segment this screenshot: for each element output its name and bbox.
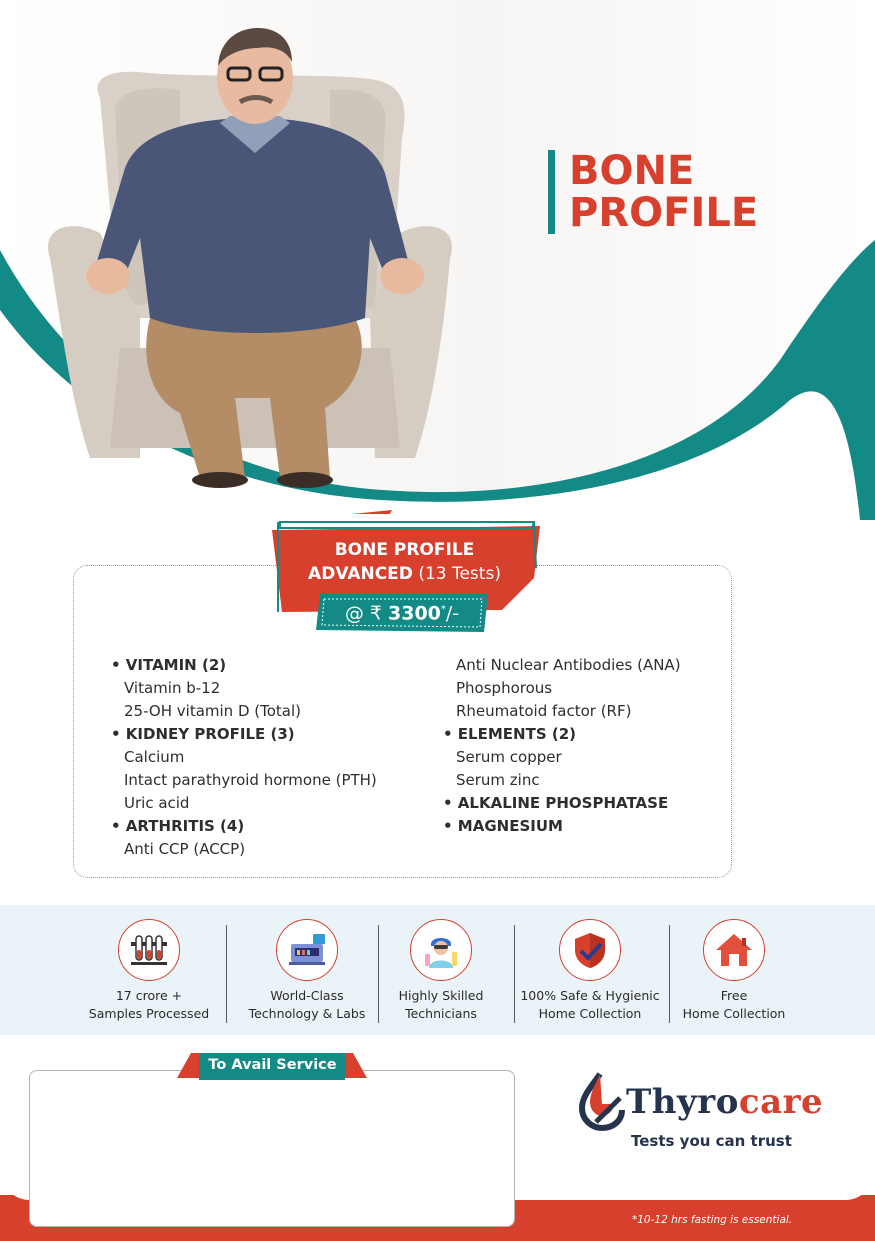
test-group-heading: • KIDNEY PROFILE (3) xyxy=(111,725,295,743)
feature-line2: Technology & Labs xyxy=(248,1006,366,1021)
feature-labs xyxy=(244,905,370,1023)
test-group-heading: • ELEMENTS (2) xyxy=(443,725,576,743)
price-asterisk: * xyxy=(440,604,446,615)
brand-tagline: Tests you can trust xyxy=(631,1132,792,1150)
home-icon xyxy=(703,919,765,981)
hero-title-line1: BONE xyxy=(569,148,695,194)
package-test-count: (13 Tests) xyxy=(418,564,501,584)
feature-divider xyxy=(669,925,670,1023)
feature-samples xyxy=(84,905,214,1023)
feature-line1: Highly Skilled xyxy=(398,988,484,1003)
test-item: Phosphorous xyxy=(456,679,553,697)
test-item: Anti Nuclear Antibodies (ANA) xyxy=(456,656,681,674)
hero-title xyxy=(548,150,758,234)
features-strip xyxy=(0,905,875,1045)
feature-line2: Home Collection xyxy=(682,1006,786,1021)
feature-safe-collection xyxy=(518,905,662,1023)
test-item: Intact parathyroid hormone (PTH) xyxy=(124,771,377,789)
shield-check-icon xyxy=(559,919,621,981)
feature-divider xyxy=(226,925,227,1023)
lab-machine-icon xyxy=(276,919,338,981)
feature-divider xyxy=(514,925,515,1023)
price-suffix: /- xyxy=(445,602,460,625)
feature-technicians xyxy=(390,905,492,1023)
test-group-heading: • ALKALINE PHOSPHATASE xyxy=(443,794,669,812)
feature-line1: 100% Safe & Hygienic xyxy=(520,988,660,1003)
test-item: Rheumatoid factor (RF) xyxy=(456,702,632,720)
package-name-line1: BONE PROFILE xyxy=(334,540,475,560)
avail-service-box xyxy=(29,1070,515,1227)
test-item: Serum zinc xyxy=(456,771,540,789)
test-group-heading: • ARTHRITIS (4) xyxy=(111,817,245,835)
price-value: 3300 xyxy=(388,602,441,625)
package-name xyxy=(262,538,547,586)
man-in-armchair-illustration xyxy=(30,18,470,488)
tests-column-right xyxy=(443,654,681,838)
test-item: Uric acid xyxy=(124,794,190,812)
test-item: Calcium xyxy=(124,748,185,766)
package-name-line2: ADVANCED xyxy=(308,564,413,584)
brand-name-part1: Thyro xyxy=(626,1082,739,1122)
test-item: Anti CCP (ACCP) xyxy=(124,840,246,858)
feature-line1: World-Class xyxy=(270,988,344,1003)
fasting-footnote: *10-12 hrs fasting is essential. xyxy=(632,1214,793,1226)
test-tubes-icon xyxy=(118,919,180,981)
feature-line1: 17 crore + xyxy=(115,988,183,1003)
test-item: Serum copper xyxy=(456,748,562,766)
brand-name xyxy=(626,1080,823,1124)
feature-line1: Free xyxy=(720,988,748,1003)
brand-name-part2: care xyxy=(738,1082,824,1122)
price-prefix: @ ₹ xyxy=(344,602,382,625)
feature-divider xyxy=(378,925,379,1023)
feature-line2: Technicians xyxy=(405,1006,477,1021)
test-group-heading: • VITAMIN (2) xyxy=(111,656,227,674)
test-item: 25-OH vitamin D (Total) xyxy=(124,702,301,720)
tests-column-left xyxy=(111,654,377,861)
feature-line2: Samples Processed xyxy=(88,1006,210,1021)
technician-icon xyxy=(410,919,472,981)
feature-line2: Home Collection xyxy=(538,1006,642,1021)
hero-title-line2: PROFILE xyxy=(569,190,759,236)
test-group-heading: • MAGNESIUM xyxy=(443,817,563,835)
package-price xyxy=(318,596,486,627)
feature-free-collection xyxy=(676,905,792,1023)
test-item: Vitamin b-12 xyxy=(124,679,221,697)
avail-service-label: To Avail Service xyxy=(208,1057,337,1073)
